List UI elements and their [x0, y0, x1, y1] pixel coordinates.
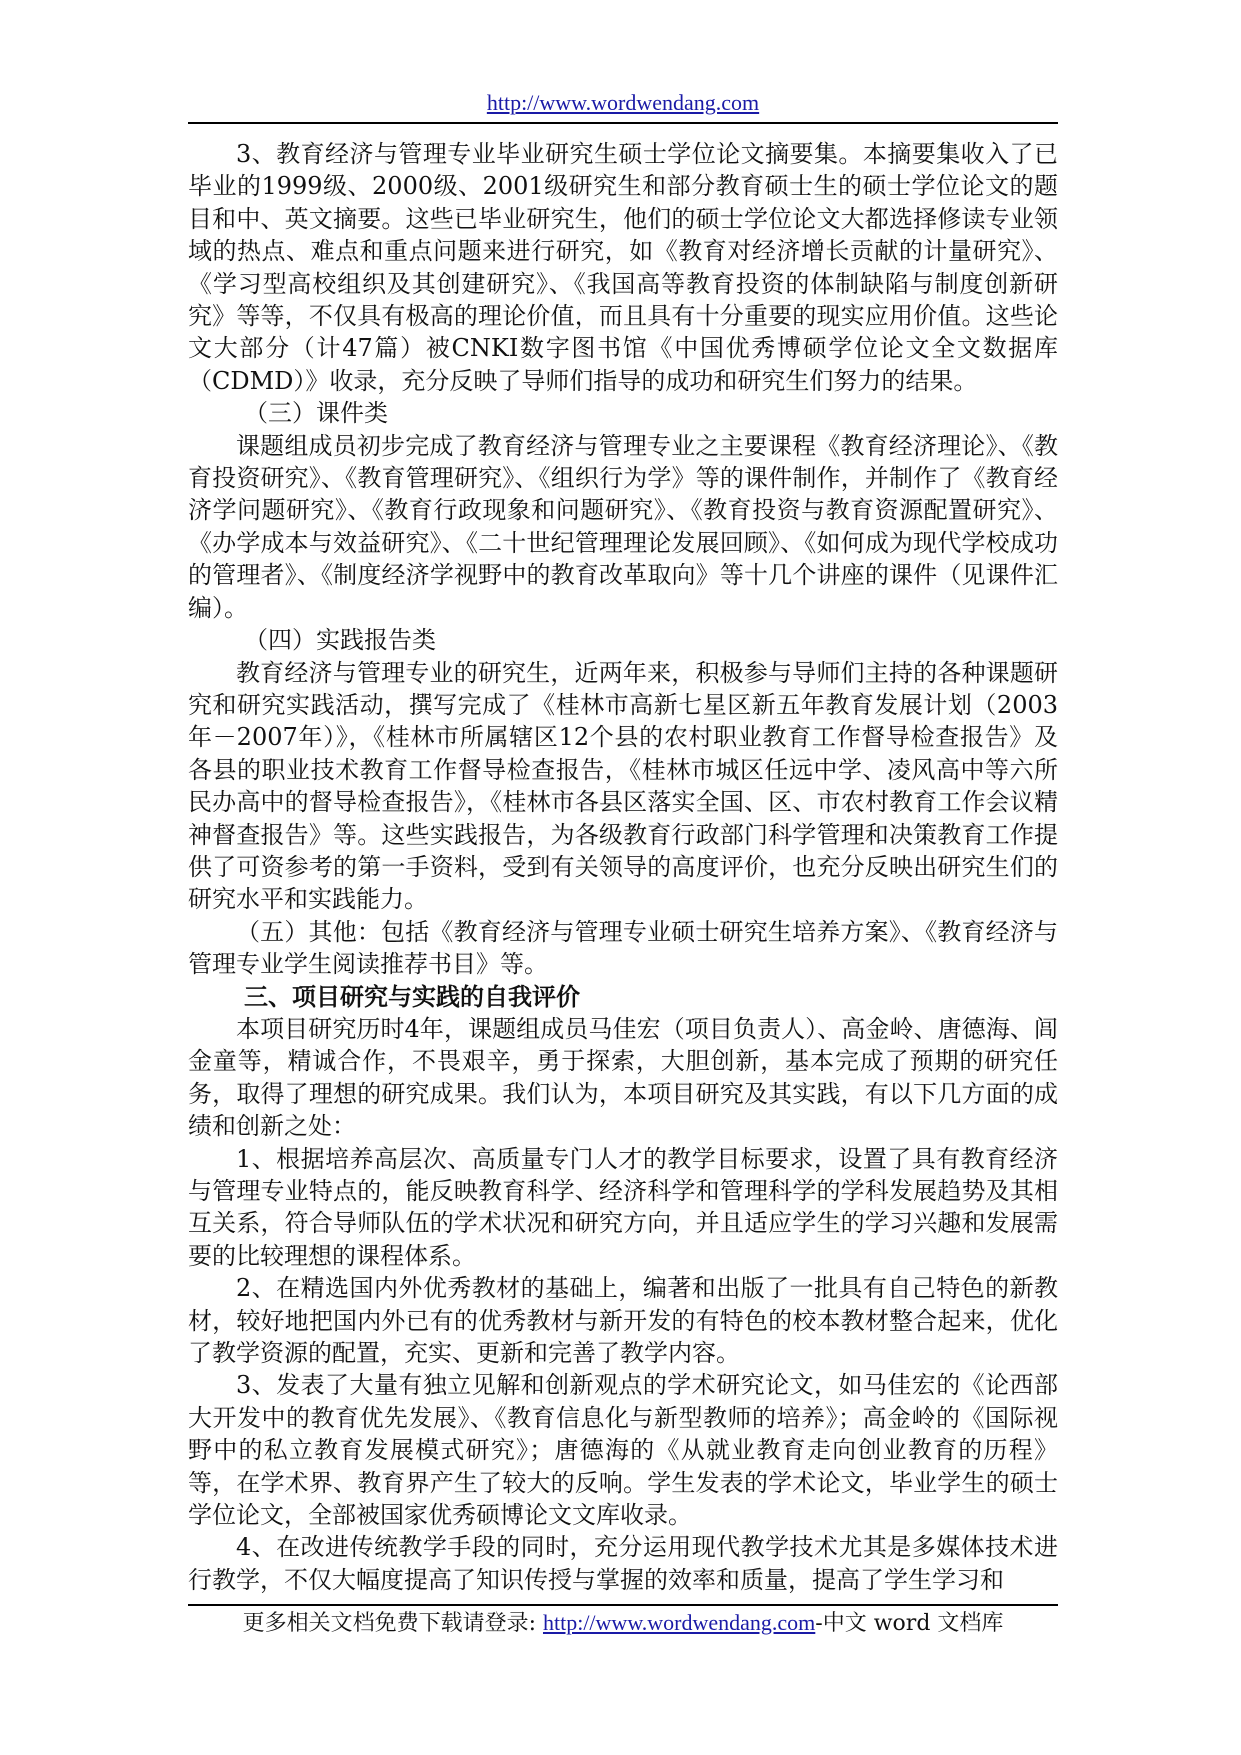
paragraph-7: 3、发表了大量有独立见解和创新观点的学术研究论文，如马佳宏的《论西部大开发中的教育优先发展》、《教育信息化与新型教师的培养》；高金岭的《国际视野中的私立教育发展模式研究》；唐德海的《从就业教育走向创业教育的历程》等，在学术界、教育界产生了较大的反响。学生发表的学术论文，毕业学生的硕士学位论文，全部被国家优秀硕博论文文库收录。 — [188, 1371, 1058, 1530]
page-footer — [188, 1604, 1058, 1640]
document-body — [188, 138, 1058, 1596]
footer-suffix: -中文 word 文档库 — [815, 1611, 1004, 1636]
paragraph-5: 1、根据培养高层次、高质量专门人才的教学目标要求，设置了具有教育经济与管理专业特点的，能反映教育科学、经济科学和管理科学的学科发展趋势及其相互关系，符合导师队伍的学术状况和研究方向，并且适应学生的学习兴趣和发展需要的比较理想的课程体系。 — [188, 1144, 1058, 1270]
header-link[interactable]: http://www.wordwendang.com — [486, 90, 760, 115]
section-heading-courseware: （三）课件类 — [244, 399, 388, 428]
footer-prefix: 更多相关文档免费下载请登录: — [242, 1611, 543, 1636]
section-heading-practice-reports: （四）实践报告类 — [244, 626, 436, 655]
paragraph-1: 3、教育经济与管理专业毕业研究生硕士学位论文摘要集。本摘要集收入了已毕业的1999级、2000级、2001级研究生和部分教育硕士生的硕士学位论文的题目和中、英文摘要。这些已毕业研究生，他们的硕士学位论文大都选择修读专业领域的热点、难点和重点问题来进行研究，如《教育对经济增长贡献的计量研究》、《学习型高校组织及其创建研究》、《我国高等教育投资的体制缺陷与制度创新研究》等等，不仅具有极高的理论价值，而且具有十分重要的现实应用价值。这些论文大部分（计47篇）被CNKI数字图书馆《中国优秀博硕学位论文全文数据库（CDMD）》收录，充分反映了导师们指导的成功和研究生们努力的结果。 — [188, 140, 1058, 395]
footer-link[interactable]: http://www.wordwendang.com — [542, 1610, 816, 1635]
paragraph-6: 2、在精选国内外优秀教材的基础上，编著和出版了一批具有自己特色的新教材，较好地把国内外已有的优秀教材与新开发的有特色的校本教材整合起来，优化了教学资源的配置，充实、更新和完善了教学内容。 — [188, 1274, 1058, 1368]
paragraph-3: 教育经济与管理专业的研究生，近两年来，积极参与导师们主持的各种课题研究和研究实践活动，撰写完成了《桂林市高新七星区新五年教育发展计划（2003年－2007年）》，《桂林市所属辖区12个县的农村职业教育工作督导检查报告》及各县的职业技术教育工作督导检查报告，《桂林市城区任远中学、凌风高中等六所民办高中的督导检查报告》，《桂林市各县区落实全国、区、市农村教育工作会议精神督查报告》等。这些实践报告，为各级教育行政部门科学管理和决策教育工作提供了可资参考的第一手资料，受到有关领导的高度评价，也充分反映出研究生们的研究水平和实践能力。 — [188, 658, 1058, 914]
paragraph-4: 本项目研究历时4年，课题组成员马佳宏（项目负责人）、高金岭、唐德海、闾金童等，精诚合作，不畏艰辛，勇于探索，大胆创新，基本完成了预期的研究任务，取得了理想的研究成果。我们认为，本项目研究及其实践，有以下几方面的成绩和创新之处： — [188, 1014, 1058, 1141]
paragraph-8: 4、在改进传统教学手段的同时，充分运用现代教学技术尤其是多媒体技术进行教学，不仅大幅度提高了知识传授与掌握的效率和质量，提高了学生学习和 — [188, 1533, 1058, 1594]
page-header — [188, 90, 1058, 124]
paragraph-other: （五）其他：包括《教育经济与管理专业硕士研究生培养方案》、《教育经济与管理专业学生阅读推荐书目》等。 — [188, 917, 1058, 979]
paragraph-2: 课题组成员初步完成了教育经济与管理专业之主要课程《教育经济理论》、《教育投资研究》、《教育管理研究》、《组织行为学》等的课件制作，并制作了《教育经济学问题研究》、《教育行政现象和问题研究》、《教育投资与教育资源配置研究》、《办学成本与效益研究》、《二十世纪管理理论发展回顾》、《如何成为现代学校成功的管理者》、《制度经济学视野中的教育改革取向》等十几个讲座的课件（见课件汇编）。 — [188, 431, 1058, 622]
section-heading-self-evaluation: 三、项目研究与实践的自我评价 — [244, 981, 580, 1011]
